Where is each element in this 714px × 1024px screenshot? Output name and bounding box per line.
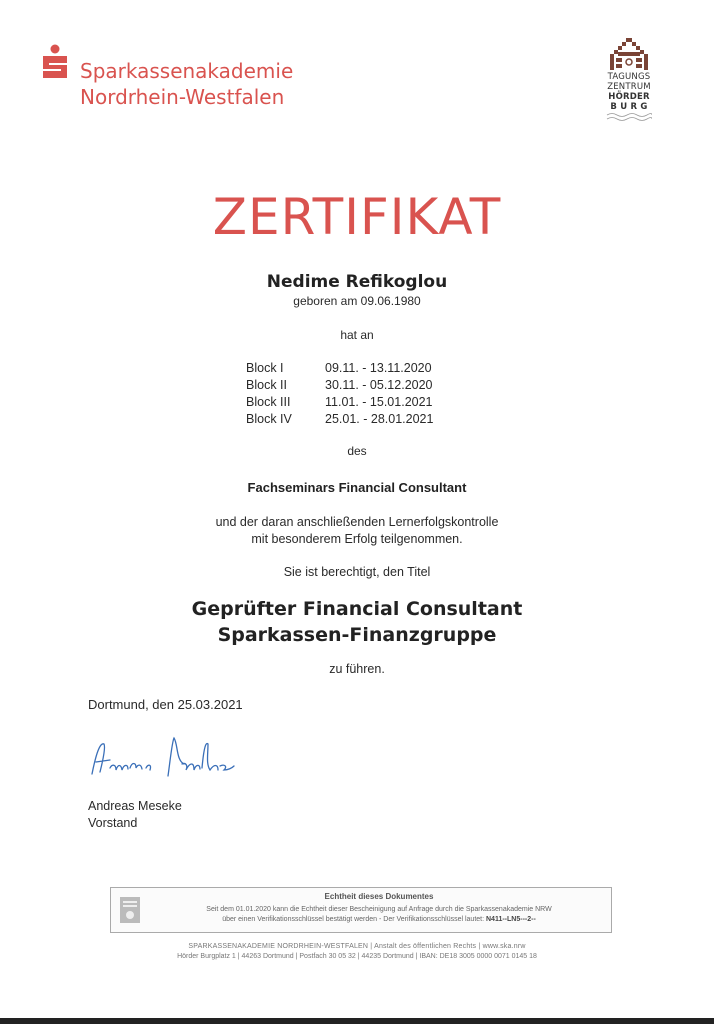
zu-fuehren-text: zu führen. [329,662,385,676]
verification-key: N411--LN5---2-- [486,916,536,923]
org-name-line2: Nordrhein-Westfalen [80,85,285,109]
degree-line1: Geprüfter Financial Consultant [191,598,523,620]
signer-block [88,798,182,832]
seminar-name: Fachseminars Financial Consultant [247,480,467,495]
tz-line2: ZENTRUM [607,82,651,92]
verification-line1: Seit dem 01.01.2020 kann die Echtheit dieser Bescheinigung auf Anfrage durch die Sparkassenakademie NRW [206,906,552,913]
block-label: Block IV [246,412,292,426]
verification-line2-text: über einen Verifikationsschlüssel bestätigt werden - Der Verifikationsschlüssel lautet: [222,916,485,923]
degree-title [0,596,714,648]
bottom-edge [0,1018,714,1024]
des-text: des [347,444,367,458]
block-list [246,360,433,428]
tz-line4: B U R G [610,102,648,112]
signature-image [88,734,238,784]
verification-box [110,887,612,933]
degree-line2: Sparkassen-Finanzgruppe [217,624,497,646]
entitled-text: Sie ist berechtigt, den Titel [283,565,431,579]
block-label: Block II [246,378,287,392]
completion-line1: und der daran anschließenden Lernerfolgskontrolle [215,515,499,529]
block-row [246,360,433,377]
block-dates: 09.11. - 13.11.2020 [325,361,432,375]
completion-text [0,514,714,548]
footer-line2: Hörder Burgplatz 1 | 44263 Dortmund | Postfach 30 05 32 | 44235 Dortmund | IBAN: DE18 3005 0000 0071 0145 18 [177,953,537,960]
organization-name [80,58,293,110]
waves-icon [606,112,652,122]
tagungszentrum-logo [598,38,660,138]
completion-line2: mit besonderem Erfolg teilgenommen. [251,532,463,546]
recipient-name: Nedime Refikoglou [266,272,448,292]
hat-an-text: hat an [340,328,374,342]
tz-line3: HÖRDER [608,92,650,102]
document-seal-icon [119,896,141,924]
block-label: Block I [246,361,284,375]
tz-line1: TAGUNGS [607,72,651,82]
footer-line1: SPARKASSENAKADEMIE NORDRHEIN-WESTFALEN | Anstalt des öffentlichen Rechts | www.ska.nrw [188,943,526,950]
verification-line2 [151,915,607,925]
verification-title: Echtheit dieses Dokumentes [324,892,434,901]
sparkasse-logo-icon [40,44,70,80]
org-name-line1: Sparkassenakademie [80,59,294,83]
signer-name: Andreas Meseke [88,799,182,813]
castle-icon [609,38,649,72]
block-row [246,411,433,428]
birth-date: geboren am 09.06.1980 [293,294,421,308]
block-label: Block III [246,395,291,409]
block-row [246,394,433,411]
place-date: Dortmund, den 25.03.2021 [88,697,243,712]
block-dates: 25.01. - 28.01.2021 [325,412,434,426]
block-row [246,377,433,394]
certificate-title: ZERTIFIKAT [212,188,502,246]
block-dates: 11.01. - 15.01.2021 [325,395,433,409]
signer-role: Vorstand [88,816,138,830]
verification-text [151,905,607,925]
block-dates: 30.11. - 05.12.2020 [325,378,433,392]
